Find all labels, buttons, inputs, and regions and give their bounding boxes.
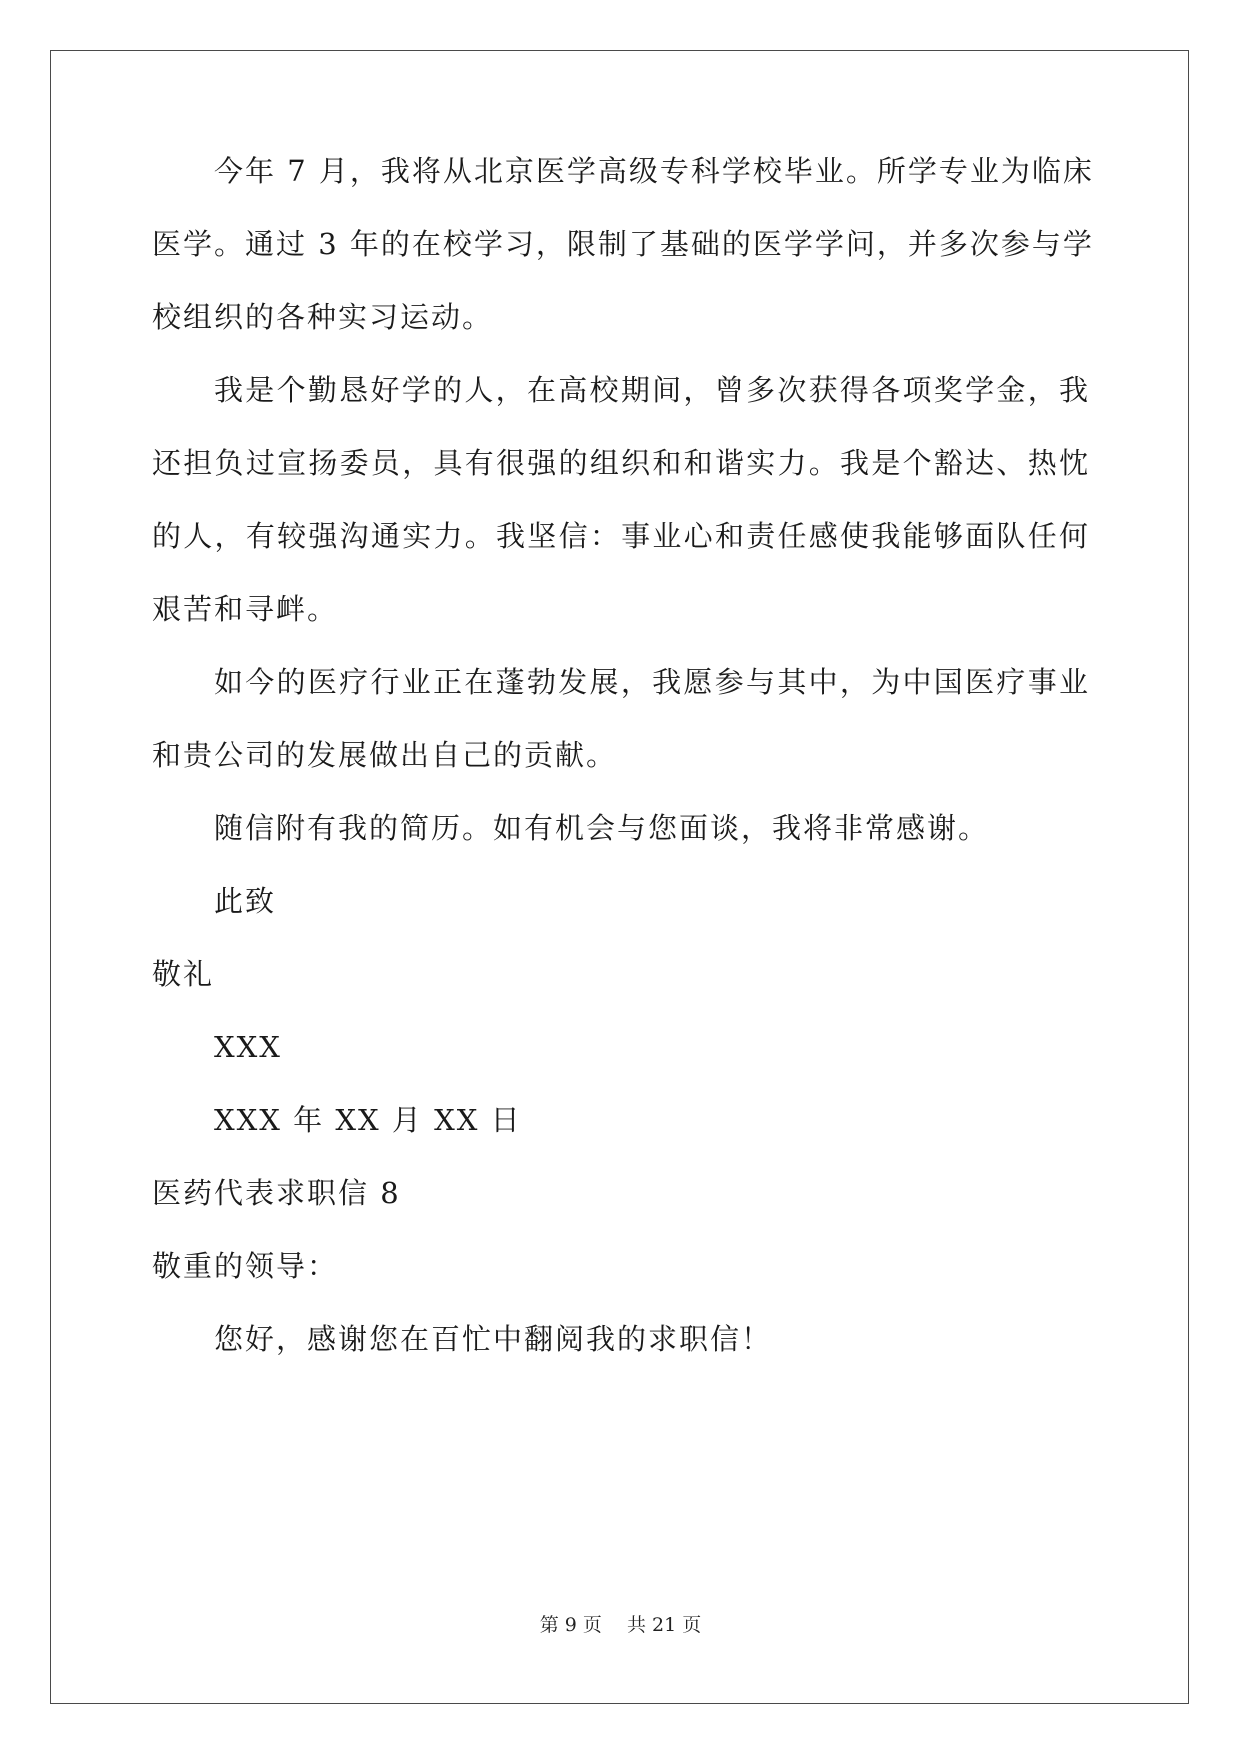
paragraph-2-line-1: 我是个勤恳好学的人，在高校期间，曾多次获得各项奖学金，我 — [214, 373, 1090, 407]
paragraph-3-line-1: 如今的医疗行业正在蓬勃发展，我愿参与其中，为中国医疗事业 — [214, 665, 1090, 699]
next-letter-opening: 您好，感谢您在百忙中翻阅我的求职信！ — [214, 1322, 773, 1356]
paragraph-1-line-2: 医学。通过 3 年的在校学习，限制了基础的医学学问，并多次参与学 — [152, 227, 1094, 261]
next-letter-title: 医药代表求职信 8 — [152, 1176, 401, 1210]
paragraph-2-line-3: 的人，有较强沟通实力。我坚信：事业心和责任感使我能够面队任何 — [152, 519, 1090, 553]
date-text: XXX 年 XX 月 XX 日 — [214, 1103, 522, 1137]
salutation-text: 敬礼 — [152, 957, 215, 991]
paragraph-2-line-4: 艰苦和寻衅。 — [152, 592, 339, 626]
paragraph-2-line-2: 还担负过宣扬委员，具有很强的组织和和谐实力。我是个豁达、热忱 — [152, 446, 1090, 480]
paragraph-1-line-1: 今年 7 月，我将从北京医学高级专科学校毕业。所学专业为临床 — [214, 154, 1094, 188]
signature-text: XXX — [214, 1030, 282, 1064]
paragraph-3-line-2: 和贵公司的发展做出自己的贡献。 — [152, 738, 618, 772]
page-number-footer: 第 9 页 共 21 页 — [539, 1614, 702, 1636]
paragraph-1-line-3: 校组织的各种实习运动。 — [152, 300, 494, 334]
closing-text: 此致 — [214, 884, 277, 918]
next-letter-greeting: 敬重的领导： — [152, 1249, 339, 1283]
paragraph-4-line-1: 随信附有我的简历。如有机会与您面谈，我将非常感谢。 — [214, 811, 990, 845]
